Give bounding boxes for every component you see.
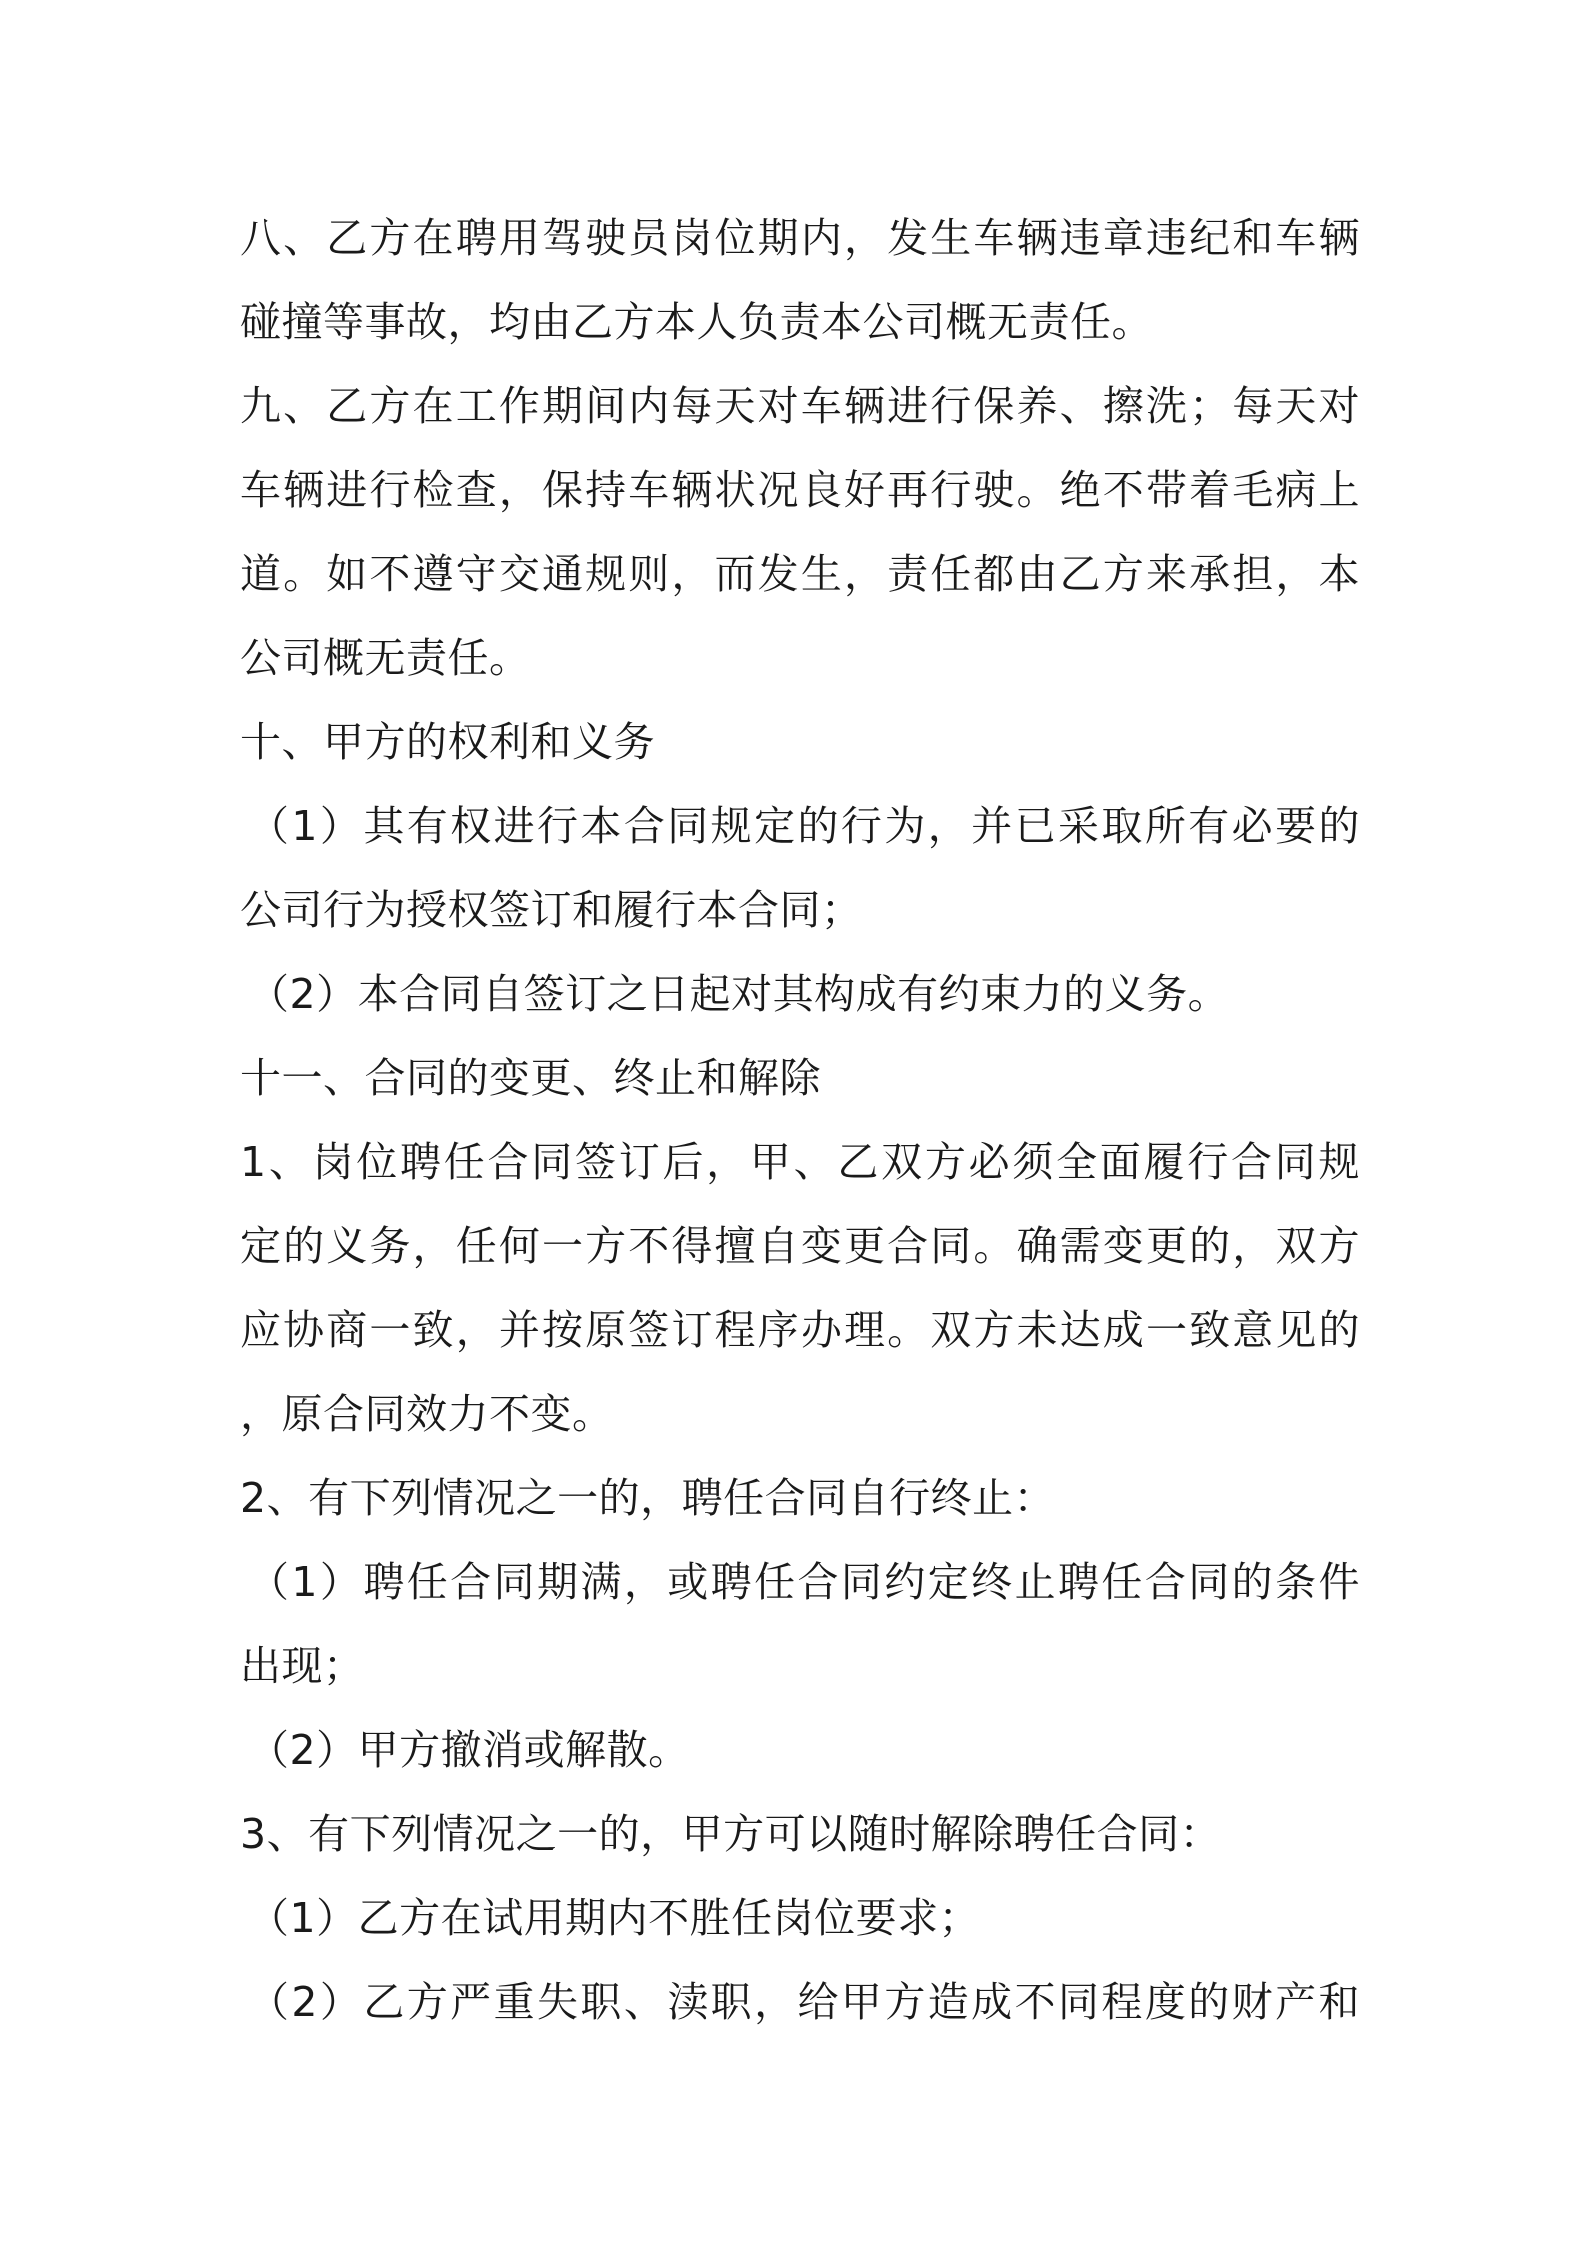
section-10-item-2: （2）本合同自签订之日起对其构成有约束力的义务。: [248, 970, 1230, 1018]
clause-9-line-3: 道。如不遵守交通规则，而发生，责任都由乙方来承担，本: [240, 550, 1360, 598]
section-11-item-2-sub-1-line-1: （1）聘任合同期满，或聘任合同约定终止聘任合同的条件: [248, 1558, 1360, 1606]
section-10-item-1-line-2: 公司行为授权签订和履行本合同；: [240, 886, 863, 934]
document-body: [240, 196, 1360, 2044]
section-11-item-1-line-2: 定的义务，任何一方不得擅自变更合同。确需变更的，双方: [240, 1222, 1360, 1270]
section-11-heading: 十一、合同的变更、终止和解除: [240, 1054, 821, 1102]
clause-8-line-1: 八、乙方在聘用驾驶员岗位期内，发生车辆违章违纪和车辆: [240, 214, 1360, 262]
section-11-item-2-sub-2: （2）甲方撤消或解散。: [248, 1726, 690, 1774]
section-11-item-3-heading: 3、有下列情况之一的，甲方可以随时解除聘任合同：: [240, 1810, 1222, 1858]
section-11-item-1-line-4: ，原合同效力不变。: [240, 1390, 614, 1438]
section-10-heading: 十、甲方的权利和义务: [240, 718, 655, 766]
section-11-item-2-sub-1-line-2: 出现；: [240, 1642, 365, 1690]
section-11-item-3-sub-1: （1）乙方在试用期内不胜任岗位要求；: [248, 1894, 981, 1942]
clause-9-line-1: 九、乙方在工作期间内每天对车辆进行保养、擦洗；每天对: [240, 382, 1360, 430]
clause-9-line-2: 车辆进行检查，保持车辆状况良好再行驶。绝不带着毛病上: [240, 466, 1360, 514]
section-11-item-3-sub-2: （2）乙方严重失职、渎职，给甲方造成不同程度的财产和: [248, 1978, 1360, 2026]
section-11-item-1-line-3: 应协商一致，并按原签订程序办理。双方未达成一致意见的: [240, 1306, 1360, 1354]
section-10-item-1-line-1: （1）其有权进行本合同规定的行为，并已采取所有必要的: [248, 802, 1360, 850]
section-11-item-1-line-1: 1、岗位聘任合同签订后，甲、乙双方必须全面履行合同规: [240, 1138, 1360, 1186]
clause-9-line-4: 公司概无责任。: [240, 634, 531, 682]
clause-8-line-2: 碰撞等事故，均由乙方本人负责本公司概无责任。: [240, 298, 1153, 346]
section-11-item-2-heading: 2、有下列情况之一的，聘任合同自行终止：: [240, 1474, 1056, 1522]
